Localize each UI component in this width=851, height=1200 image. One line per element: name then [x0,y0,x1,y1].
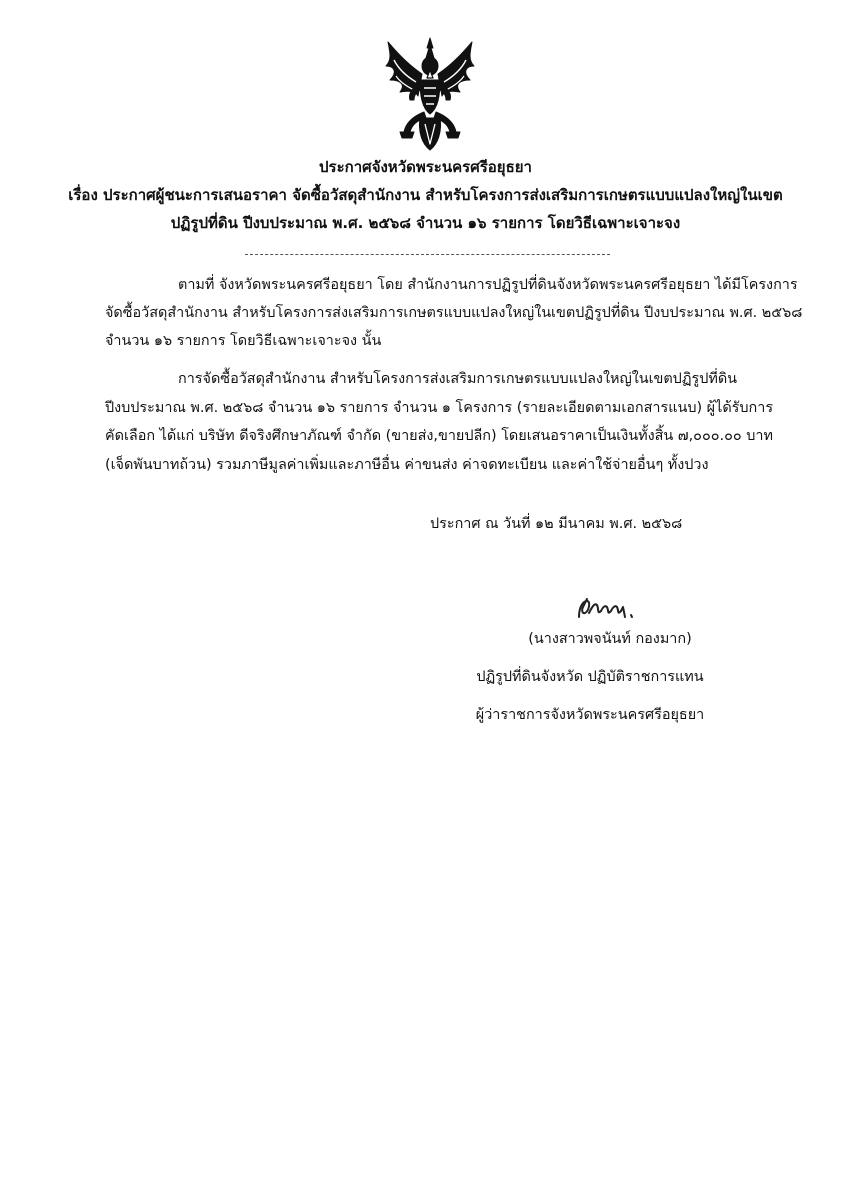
subject-line-continued: ปฏิรูปที่ดิน ปีงบประมาณ พ.ศ. ๒๕๖๘ จำนวน ๑๖ รายการ โดยวิธีเฉพาะเจาะจง [170,214,681,232]
paragraph1-line1: ตามที่ จังหวัดพระนครศรีอยุธยา โดย สำนักงานการปฏิรูปที่ดินจังหวัดพระนครศรีอยุธยา ได้มีโครงการ [178,277,798,293]
dashed-divider [245,254,610,255]
garuda-emblem-icon [380,36,480,152]
handwritten-signature [575,593,639,623]
paragraph2-line3: คัดเลือก ได้แก่ บริษัท ดีจริงศึกษาภัณฑ์ จำกัด (ขายส่ง,ขายปลีก) โดยเสนอราคาเป็นเงินทั้งสิ้น ๗,๐๐๐.๐๐ บาท [105,428,773,444]
announcement-date: ประกาศ ณ วันที่ ๑๒ มีนาคม พ.ศ. ๒๕๖๘ [430,516,683,532]
signatory-position: ปฏิรูปที่ดินจังหวัด ปฏิบัติราชการแทน [476,669,704,685]
paragraph2-line2: ปีงบประมาณ พ.ศ. ๒๕๖๘ จำนวน ๑๖ รายการ จำนวน ๑ โครงการ (รายละเอียดตามเอกสารแนบ) ผู้ได้รับการ [105,400,774,416]
announcement-title: ประกาศจังหวัดพระนครศรีอยุธยา [319,158,532,176]
paragraph1-line2: จัดซื้อวัสดุสำนักงาน สำหรับโครงการส่งเสริมการเกษตรแบบแปลงใหญ่ในเขตปฏิรูปที่ดิน ปีงบประมาณ พ.ศ. ๒๕๖๘ [105,305,803,321]
paragraph2-line4: (เจ็ดพันบาทถ้วน) รวมภาษีมูลค่าเพิ่มและภาษีอื่น ค่าขนส่ง ค่าจดทะเบียน และค่าใช้จ่ายอื่นๆ ทั้งปวง [105,457,709,473]
paragraph1-line3: จำนวน ๑๖ รายการ โดยวิธีเฉพาะเจาะจง นั้น [105,333,382,349]
paragraph2-line1: การจัดซื้อวัสดุสำนักงาน สำหรับโครงการส่งเสริมการเกษตรแบบแปลงใหญ่ในเขตปฏิรูปที่ดิน [178,371,738,387]
signatory-name: (นางสาวพจนันท์ กองมาก) [528,631,692,647]
subject-line: เรื่อง ประกาศผู้ชนะการเสนอราคา จัดซื้อวัสดุสำนักงาน สำหรับโครงการส่งเสริมการเกษตรแบบแปลงใหญ่ในเขต [68,186,783,204]
signatory-position-governor: ผู้ว่าราชการจังหวัดพระนครศรีอยุธยา [475,707,705,723]
